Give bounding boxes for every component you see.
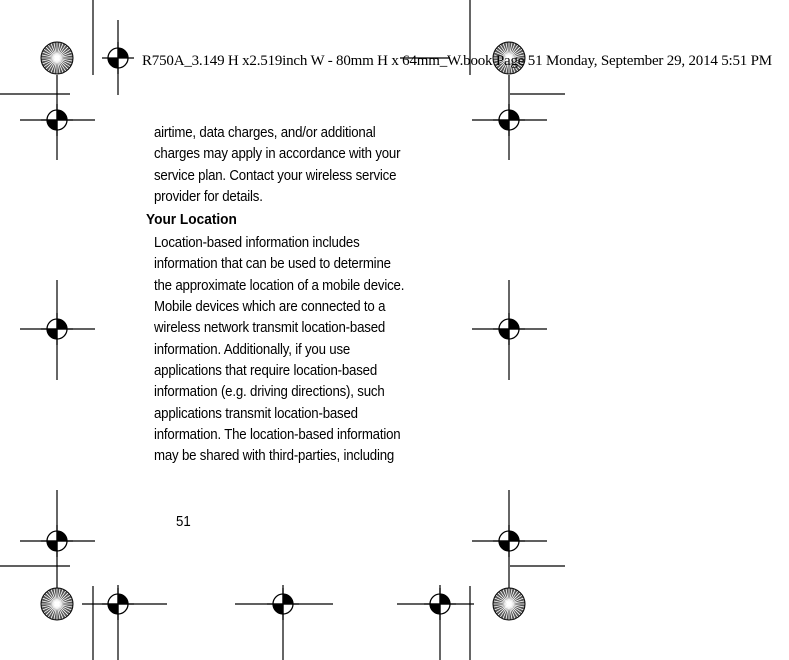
text-line: information (e.g. driving directions), such	[154, 384, 385, 401]
color-wheel-icon	[41, 42, 73, 74]
registration-mark-icon	[41, 525, 73, 557]
text-line: provider for details.	[154, 188, 263, 205]
text-line: may be shared with third-parties, including	[154, 448, 395, 465]
text-line: information. The location-based information	[154, 426, 401, 443]
text-line: service plan. Contact your wireless service	[154, 167, 397, 184]
color-wheel-icon	[493, 588, 525, 620]
text-line: wireless network transmit location-based	[154, 320, 386, 337]
paragraph-1	[154, 123, 430, 208]
slug-line: R750A_3.149 H x2.519inch W - 80mm H x 64mm_W.book Page 51 Monday, September 29, 2014 5:51 PM	[142, 53, 772, 69]
text-line: Mobile devices which are connected to a	[154, 299, 386, 316]
text-line: Location-based information includes	[154, 235, 360, 252]
paragraph-2	[154, 233, 430, 467]
text-line: charges may apply in accordance with your	[154, 146, 401, 163]
color-wheel-icon	[41, 588, 73, 620]
text-line: airtime, data charges, and/or additional	[154, 125, 376, 141]
page-body	[146, 123, 446, 467]
registration-mark-icon	[267, 588, 299, 620]
registration-mark-icon	[41, 313, 73, 345]
text-line: information. Additionally, if you use	[154, 341, 351, 358]
registration-mark-icon	[493, 525, 525, 557]
text-line: the approximate location of a mobile device.	[154, 277, 405, 294]
registration-mark-icon	[41, 104, 73, 136]
registration-mark-icon	[102, 588, 134, 620]
text-line: applications that require location-based	[154, 362, 378, 379]
text-line: applications transmit location-based	[154, 405, 358, 422]
registration-mark-icon	[102, 42, 134, 74]
section-heading: Your Location	[146, 212, 237, 229]
registration-mark-icon	[493, 104, 525, 136]
text-line: information that can be used to determine	[154, 256, 391, 273]
registration-mark-icon	[493, 313, 525, 345]
page-number: 51	[176, 514, 191, 530]
registration-mark-icon	[424, 588, 456, 620]
